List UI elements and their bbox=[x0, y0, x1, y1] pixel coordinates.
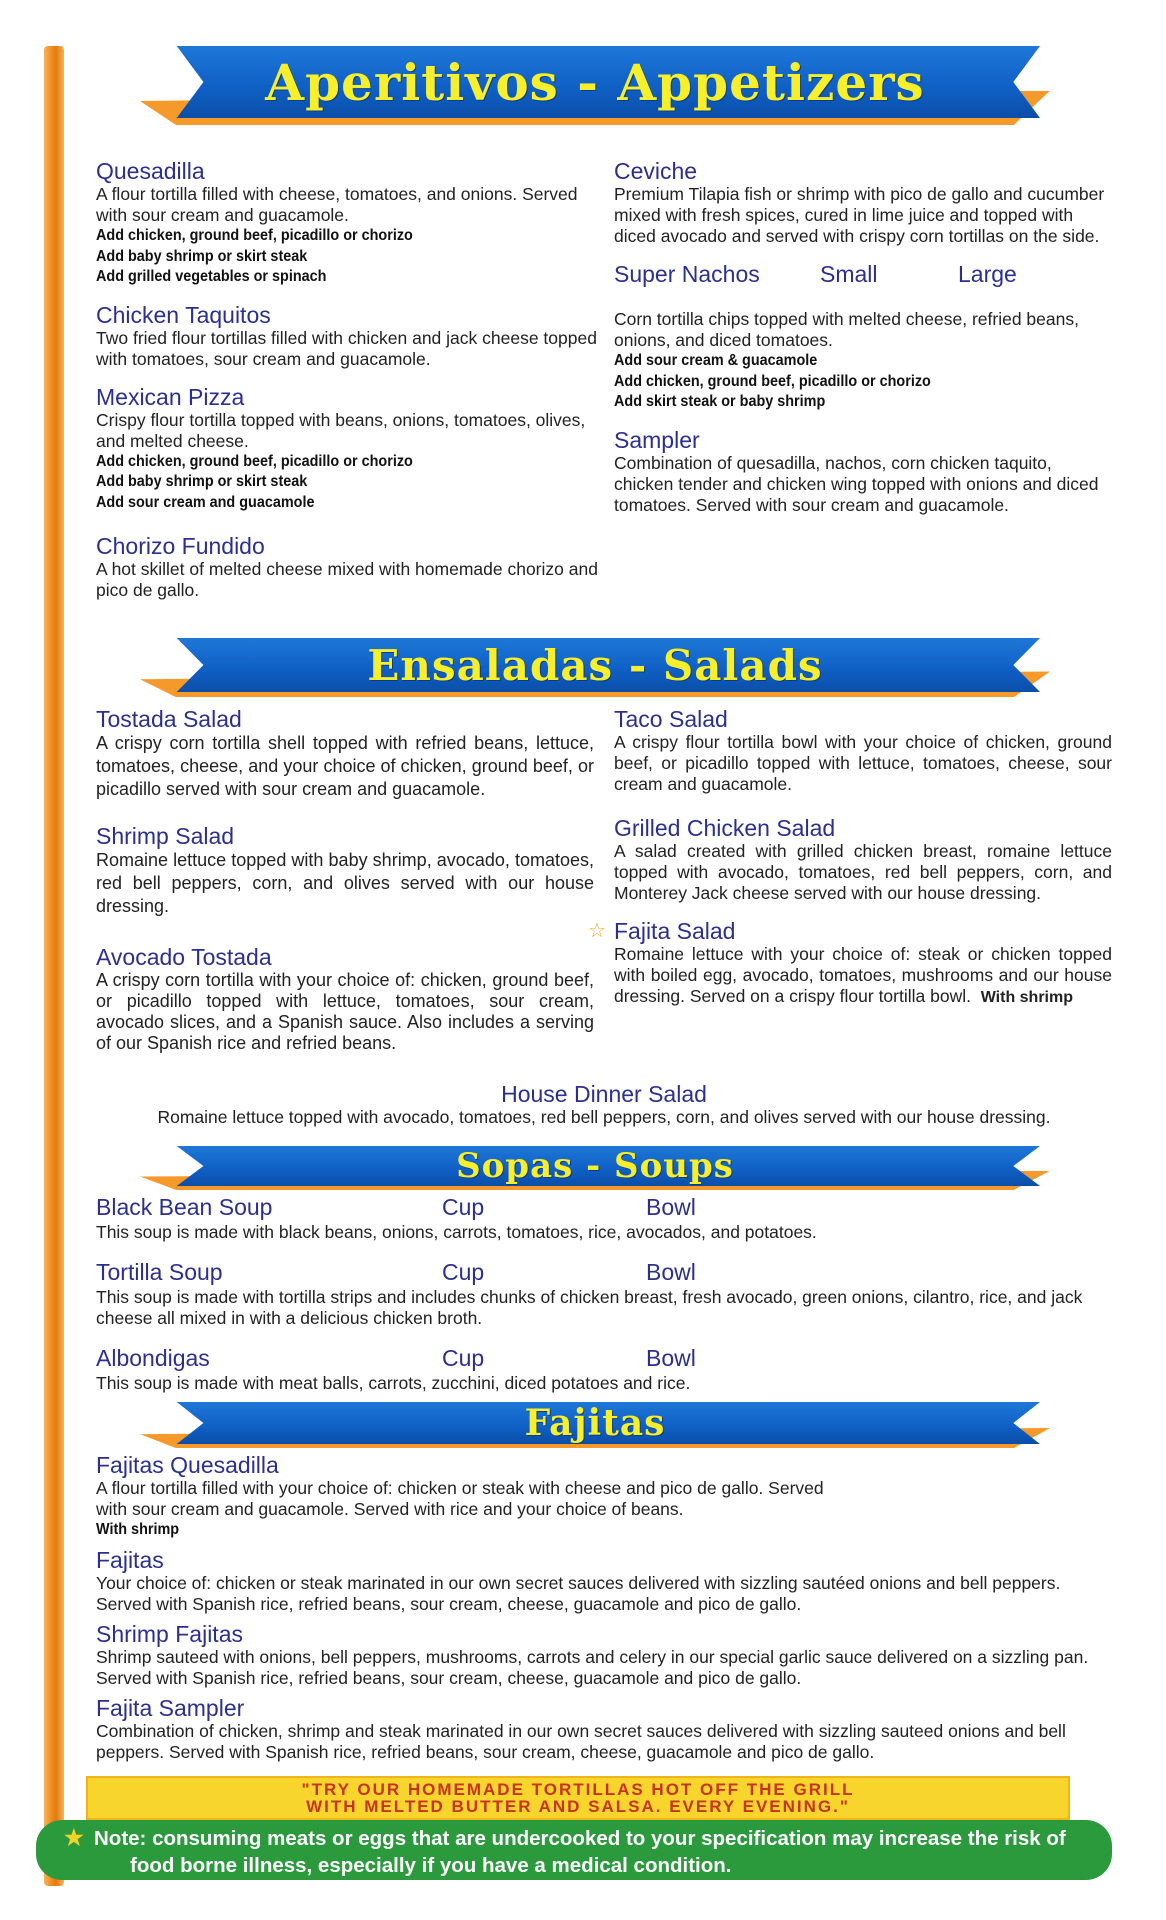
item-name: Grilled Chicken Salad bbox=[614, 815, 836, 841]
salads-right-column bbox=[588, 706, 1112, 1022]
item-name: Tortilla Soup bbox=[96, 1259, 223, 1285]
item-description: A crispy corn tortilla with your choice of: chicken, ground beef, or picadillo topped with lettuce, tomatoes, sour cream, avocado slices, and a Spanish sauce. Also includes a serving of our Spanish rice and refried beans. bbox=[96, 970, 594, 1053]
item-addon: Add chicken, ground beef, picadillo or chorizo bbox=[96, 452, 413, 470]
item-description: Romaine lettuce topped with baby shrimp, avocado, tomatoes, red bell peppers, corn, and olives served with our house dressing. bbox=[96, 850, 594, 916]
menu-item bbox=[96, 944, 594, 1054]
section-title: Fajitas bbox=[524, 1402, 666, 1444]
item-description: Your choice of: chicken or steak marinated in our own secret sauces delivered with sizzling sautéed onions and bell peppers. Served with Spanish rice, refried beans, sour cream, cheese, guacamole and pico de gallo. bbox=[96, 1572, 1061, 1614]
promo-line: WITH MELTED BUTTER AND SALSA. EVERY EVENING." bbox=[306, 1797, 850, 1816]
item-name: Ceviche bbox=[614, 158, 698, 184]
menu-item bbox=[614, 261, 1114, 413]
item-description: A crispy corn tortilla shell topped with refried beans, lettuce, tomatoes, cheese, and your choice of chicken, ground beef, or picadillo served with sour cream and guacamole. bbox=[96, 733, 594, 799]
item-name: Chicken Taquitos bbox=[96, 301, 271, 328]
item-name: Super Nachos bbox=[614, 261, 760, 287]
item-description: This soup is made with tortilla strips and includes chunks of chicken breast, fresh avocado, green onions, cilantro, rice, and jack cheese all mixed in with a delicious chicken broth. bbox=[96, 1287, 1083, 1328]
side-stripe bbox=[44, 46, 64, 1886]
item-name: Shrimp Fajitas bbox=[96, 1620, 243, 1647]
menu-item bbox=[614, 427, 1114, 516]
menu-item bbox=[96, 823, 594, 918]
item-description: A flour tortilla filled with your choice of: chicken or steak with cheese and pico de gallo. Served with sour cream and guacamole. Served with rice and your choice of beans. bbox=[96, 1478, 824, 1519]
menu-item bbox=[96, 158, 604, 288]
item-addon: Add chicken, ground beef, picadillo or chorizo bbox=[96, 227, 413, 244]
item-name: Mexican Pizza bbox=[96, 383, 245, 410]
food-safety-note bbox=[36, 1820, 1112, 1880]
house-salad bbox=[96, 1081, 1112, 1128]
menu-item bbox=[96, 1695, 1112, 1763]
menu-item bbox=[614, 158, 1114, 247]
size-label-small: Small bbox=[820, 261, 878, 287]
item-description: Romaine lettuce topped with avocado, tomatoes, red bell peppers, corn, and olives served with our house dressing. bbox=[157, 1107, 1051, 1127]
size-label-bowl: Bowl bbox=[646, 1345, 696, 1371]
menu-item bbox=[96, 302, 604, 370]
item-addon: Add sour cream & guacamole bbox=[614, 352, 818, 369]
size-label-cup: Cup bbox=[442, 1259, 485, 1285]
menu-item bbox=[96, 1194, 1112, 1243]
item-addon: Add grilled vegetables or spinach bbox=[96, 268, 327, 285]
item-name: Fajitas Quesadilla bbox=[96, 1452, 279, 1478]
item-name: Sampler bbox=[614, 426, 700, 453]
item-addon: With shrimp bbox=[96, 1521, 180, 1538]
item-name: Fajitas bbox=[96, 1546, 164, 1573]
size-label-cup: Cup bbox=[442, 1194, 485, 1220]
item-description: Romaine lettuce with your choice of: steak or chicken topped with boiled egg, avocado, tomatoes, mushrooms and our house dressing. Served on a crispy flour tortilla bowl. With shrimp bbox=[614, 944, 1112, 1006]
size-label-large: Large bbox=[958, 261, 1017, 287]
item-name: Quesadilla bbox=[96, 158, 205, 184]
menu-item bbox=[588, 918, 1112, 1008]
item-name: Avocado Tostada bbox=[96, 944, 272, 970]
item-name: Fajita Salad bbox=[614, 918, 736, 944]
item-description: Combination of quesadilla, nachos, corn chicken taquito, chicken tender and chicken wing topped with onions and diced tomatoes. Served with sour cream and guacamole. bbox=[614, 452, 1099, 515]
item-addon: Add chicken, ground beef, picadillo or chorizo bbox=[614, 372, 931, 390]
item-description: Combination of chicken, shrimp and steak marinated in our own secret sauces delivered with sizzling sauteed onions and bell peppers. Served with Spanish rice, refried beans, sour cream, cheese, guacamole and pico de gallo. bbox=[96, 1720, 1066, 1762]
item-description: This soup is made with meat balls, carrots, zucchini, diced potatoes and rice. bbox=[96, 1373, 691, 1393]
item-description: A crispy flour tortilla bowl with your choice of chicken, ground beef, or picadillo topped with lettuce, tomatoes, cheese, sour cream and guacamole. bbox=[614, 732, 1112, 794]
menu-item bbox=[96, 1621, 1112, 1689]
item-addon: With shrimp bbox=[980, 989, 1073, 1006]
menu-item bbox=[614, 815, 1112, 904]
soups-list bbox=[96, 1194, 1112, 1408]
section-banner-fajitas bbox=[150, 1402, 1040, 1444]
item-name: Tostada Salad bbox=[96, 706, 242, 732]
item-description: Corn tortilla chips topped with melted cheese, refried beans, onions, and diced tomatoes. bbox=[614, 309, 1079, 350]
item-description: This soup is made with black beans, onions, carrots, tomatoes, rice, avocados, and potatoes. bbox=[96, 1222, 817, 1242]
fajitas-list bbox=[96, 1452, 1112, 1777]
menu-item bbox=[96, 1259, 1112, 1329]
size-label-bowl: Bowl bbox=[646, 1194, 696, 1220]
item-description: Premium Tilapia fish or shrimp with pico de gallo and cucumber mixed with fresh spices, cured in lime juice and topped with diced avocado and served with crispy corn tortillas on the side. bbox=[614, 184, 1105, 246]
section-title: Sopas - Soups bbox=[456, 1146, 734, 1186]
tortilla-promo-banner bbox=[86, 1776, 1070, 1820]
item-name: Black Bean Soup bbox=[96, 1194, 273, 1220]
item-name: Shrimp Salad bbox=[96, 823, 235, 849]
menu-item bbox=[96, 1452, 1112, 1541]
menu-item bbox=[96, 533, 604, 601]
item-description: Shrimp sauteed with onions, bell peppers, mushrooms, carrots and celery in our special garlic sauce delivered on a sizzling pan. Served with Spanish rice, refried beans, sour cream, cheese, guacamole and pico de gallo. bbox=[96, 1646, 1089, 1688]
item-description: Two fried flour tortillas filled with chicken and jack cheese topped with tomatoes, sour cream and guacamole. bbox=[96, 327, 597, 369]
star-icon: ☆ bbox=[588, 920, 606, 942]
section-title: Aperitivos - Appetizers bbox=[265, 52, 925, 112]
appetizers-right-column bbox=[614, 158, 1114, 530]
star-icon: ★ bbox=[64, 1825, 84, 1850]
item-description: A flour tortilla filled with cheese, tomatoes, and onions. Served with sour cream and guacamole. bbox=[96, 184, 578, 225]
size-label-bowl: Bowl bbox=[646, 1259, 696, 1285]
salads-left-column bbox=[96, 706, 594, 1068]
note-line: Note: consuming meats or eggs that are undercooked to your specification may increase the risk of bbox=[94, 1827, 1066, 1850]
item-addon: Add baby shrimp or skirt steak bbox=[96, 473, 308, 490]
item-addon: Add skirt steak or baby shrimp bbox=[614, 393, 826, 410]
item-name: House Dinner Salad bbox=[501, 1081, 707, 1107]
item-name: Taco Salad bbox=[614, 706, 728, 732]
section-title: Ensaladas - Salads bbox=[367, 640, 823, 690]
size-label-cup: Cup bbox=[442, 1345, 485, 1371]
menu-item bbox=[96, 706, 594, 801]
section-banner-soups bbox=[150, 1146, 1040, 1186]
section-banner-salads bbox=[150, 638, 1040, 692]
item-addon: Add sour cream and guacamole bbox=[96, 493, 315, 511]
item-name: Albondigas bbox=[96, 1345, 210, 1371]
menu-item bbox=[96, 1547, 1112, 1615]
menu-item bbox=[614, 706, 1112, 795]
menu-item bbox=[96, 384, 604, 514]
item-description: A hot skillet of melted cheese mixed with homemade chorizo and pico de gallo. bbox=[96, 559, 598, 600]
section-banner-appetizers bbox=[150, 46, 1040, 118]
menu-item bbox=[96, 1345, 1112, 1394]
note-line: food borne illness, especially if you have a medical condition. bbox=[130, 1854, 732, 1877]
item-name: Chorizo Fundido bbox=[96, 533, 265, 559]
promo-line: "TRY OUR HOMEMADE TORTILLAS HOT OFF THE GRILL bbox=[301, 1780, 855, 1799]
item-addon: Add baby shrimp or skirt steak bbox=[96, 247, 308, 265]
item-name: Fajita Sampler bbox=[96, 1694, 245, 1721]
appetizers-left-column bbox=[96, 158, 604, 615]
item-description: Crispy flour tortilla topped with beans, onions, tomatoes, olives, and melted cheese. bbox=[96, 409, 586, 451]
item-description: A salad created with grilled chicken breast, romaine lettuce topped with avocado, tomatoes, red bell peppers, corn, and Monterey Jack cheese served with our house dressing. bbox=[614, 841, 1112, 903]
